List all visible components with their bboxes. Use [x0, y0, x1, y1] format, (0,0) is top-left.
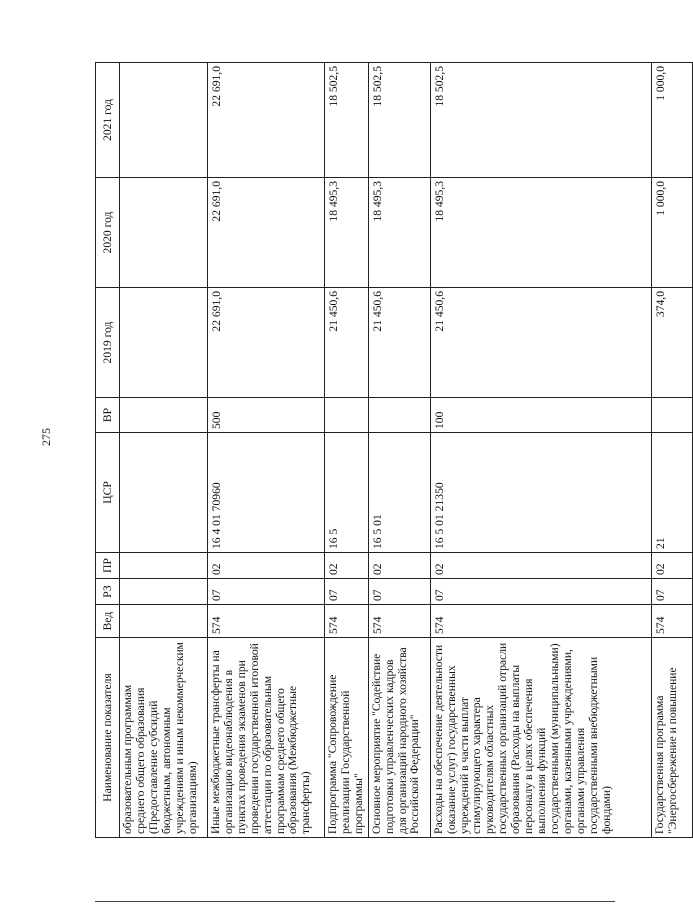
cell-name: Основное мероприятие "Содействие подготовки управленческих кадров для организаций народного хозяйства Российской Федерации": [368, 638, 430, 838]
cell-2019: [120, 288, 208, 398]
table-row: [120, 63, 208, 838]
budget-table: [95, 62, 693, 838]
cell-2020: 18 495,3: [368, 178, 430, 288]
cell-2021: 18 502,5: [368, 63, 430, 178]
cell-rz: 07: [325, 579, 369, 605]
cell-2019: 374,0: [651, 288, 692, 398]
page-number: 275: [39, 428, 53, 446]
cell-name: Иные межбюджетные трансферты на организацию видеонаблюдения в пунктах проведения экзаменов при проведении государственной итоговой аттестации по образовательным программам среднего общего образования (Межбюджетные трансферты): [208, 638, 325, 838]
cell-2019: 22 691,0: [208, 288, 325, 398]
cell-2019: 21 450,6: [325, 288, 369, 398]
cell-2021: 22 691,0: [208, 63, 325, 178]
cell-2020: 18 495,3: [430, 178, 651, 288]
cell-vr: [120, 398, 208, 433]
cell-name: образовательным программам среднего общего образования (Предоставление субсидий бюджетным, автономным учреждениям и иным некоммерческим организациям): [120, 638, 208, 838]
cell-ved: 574: [208, 605, 325, 638]
header-csr: ЦСР: [96, 433, 120, 553]
cell-csr: 16 5 01: [368, 433, 430, 553]
cell-pr: 02: [368, 553, 430, 579]
cell-pr: 02: [208, 553, 325, 579]
cell-ved: 574: [430, 605, 651, 638]
cell-ved: 574: [651, 605, 692, 638]
cell-ved: [120, 605, 208, 638]
table-row: [325, 63, 369, 838]
cell-2021: 18 502,5: [325, 63, 369, 178]
table-header-row: [96, 63, 120, 838]
table-row: [368, 63, 430, 838]
cell-ved: 574: [325, 605, 369, 638]
cell-pr: 02: [651, 553, 692, 579]
header-pr: ПР: [96, 553, 120, 579]
cell-vr: [325, 398, 369, 433]
table-row: [651, 63, 692, 838]
cell-2019: 21 450,6: [368, 288, 430, 398]
cell-2021: 18 502,5: [430, 63, 651, 178]
header-2020: 2020 год: [96, 178, 120, 288]
cell-pr: 02: [430, 553, 651, 579]
cell-csr: 16 5 01 21350: [430, 433, 651, 553]
cell-vr: 100: [430, 398, 651, 433]
cell-2020: [120, 178, 208, 288]
table-row: [208, 63, 325, 838]
cell-vr: 500: [208, 398, 325, 433]
cell-2020: 18 495,3: [325, 178, 369, 288]
header-vr: ВР: [96, 398, 120, 433]
cell-rz: 07: [430, 579, 651, 605]
cell-csr: 21: [651, 433, 692, 553]
cell-2020: 22 691,0: [208, 178, 325, 288]
header-ved: Вед: [96, 605, 120, 638]
header-name: Наименование показателя: [96, 638, 120, 838]
cell-pr: 02: [325, 553, 369, 579]
cell-rz: 07: [208, 579, 325, 605]
cell-name: Государственная программа "Энергосбережение и повышение: [651, 638, 692, 838]
cell-csr: 16 4 01 70960: [208, 433, 325, 553]
table-row: [430, 63, 651, 838]
cell-name: Расходы на обеспечение деятельности (оказание услуг) государственных учреждений в части выплат стимулирующего характера руководителям областных государственных организаций отрасли образования (Расходы на выплаты персоналу в целях обеспечения выполнения функций государственными (муниципальными) органами, казенными учреждениями, органами управления государственными внебюджетными фондами): [430, 638, 651, 838]
cell-pr: [120, 553, 208, 579]
cell-vr: [368, 398, 430, 433]
cell-rz: 07: [368, 579, 430, 605]
header-rz: РЗ: [96, 579, 120, 605]
cell-vr: [651, 398, 692, 433]
cell-csr: 16 5: [325, 433, 369, 553]
cell-2021: 1 000,0: [651, 63, 692, 178]
budget-table-sheet: [95, 63, 679, 838]
header-2021: 2021 год: [96, 63, 120, 178]
cell-name: Подпрограмма "Сопровождение реализации Государственной программы": [325, 638, 369, 838]
cell-2019: 21 450,6: [430, 288, 651, 398]
cell-2021: [120, 63, 208, 178]
cell-rz: 07: [651, 579, 692, 605]
cell-rz: [120, 579, 208, 605]
cell-ved: 574: [368, 605, 430, 638]
bottom-rule: [95, 901, 615, 902]
cell-2020: 1 000,0: [651, 178, 692, 288]
header-2019: 2019 год: [96, 288, 120, 398]
cell-csr: [120, 433, 208, 553]
